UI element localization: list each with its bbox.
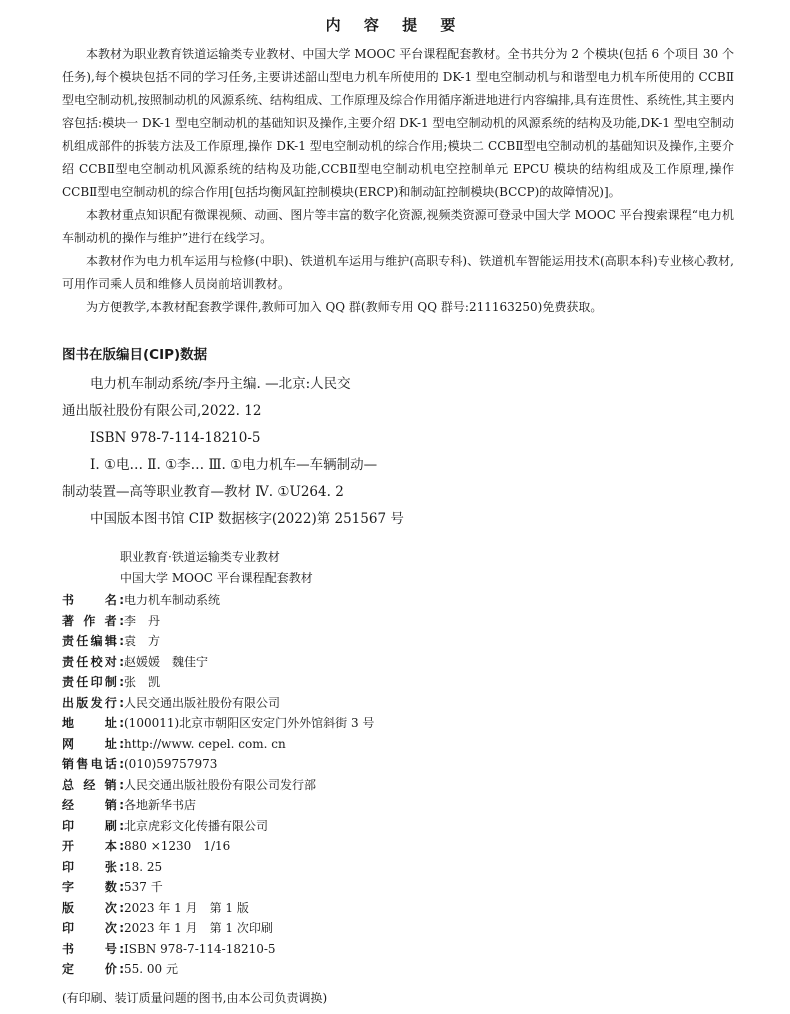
- colophon-label: 印 次:: [62, 921, 124, 935]
- colophon-label: 印 张:: [62, 859, 124, 874]
- colophon-row: [62, 959, 662, 980]
- colophon-label: 责任校对:: [62, 654, 124, 669]
- colophon-value: 电力机车制动系统: [124, 593, 221, 607]
- colophon-row: [62, 795, 662, 816]
- colophon-label: 经 销:: [62, 798, 124, 812]
- colophon-row: [62, 836, 662, 857]
- colophon-row: [62, 590, 662, 611]
- colophon-value: 各地新华书店: [124, 798, 197, 812]
- colophon-value: ISBN 978-7-114-18210-5: [124, 941, 276, 956]
- colophon-value: 北京虎彩文化传播有限公司: [124, 818, 269, 833]
- summary-paragraph: 本教材为职业教育铁道运输类专业教材、中国大学 MOOC 平台课程配套教材。全书共分为 2 个模块(包括 6 个项目 30 个任务),每个模块包括不同的学习任务,主要讲述韶山型电力机车所使用的 DK-1 型电空制动机与和谐型电力机车所使用的 CCBⅡ型电空制动机,按照制动机的风源系统、结构组成、工作原理及综合作用循序渐进地进行内容编排,具有连贯性、系统性,其主要内容包括:模块一 DK-1 型电空制动机的基础知识及操作,主要介绍 DK-1 型电空制动机的风源系统的结构及功能,DK-1 型电空制动机组成部件的拆装方法及工作原理,操作 DK-1 型电空制动机的综合作用;模块二 CCBⅡ型电空制动机的基础知识及操作,主要介绍 CCBⅡ型电空制动机风源系统的结构及功能,CCBⅡ型电空制动机电空控制单元 EPCU 模块的结构组成及工作原理,操作 CCBⅡ型电空制动机的综合作用[包括均衡风缸控制模块(ERCP)和制动缸控制模块(BCCP)的故障情况)]。: [62, 47, 734, 199]
- colophon-row: [62, 611, 662, 632]
- colophon-label: 责任印制:: [62, 675, 124, 689]
- summary-paragraph: 本教材作为电力机车运用与检修(中职)、铁道机车运用与维护(高职专科)、铁道机车智能运用技术(高职本科)专业核心教材,可用作司乘人员和维修人员岗前培训教材。: [62, 254, 734, 291]
- series-line: 中国大学 MOOC 平台课程配套教材: [120, 570, 313, 585]
- colophon-row: [62, 693, 662, 714]
- colophon-row: [62, 939, 662, 960]
- colophon-list: [62, 590, 662, 980]
- colophon-value: 人民交通出版社股份有限公司: [124, 695, 281, 710]
- colophon-value: 537 千: [124, 880, 163, 894]
- colophon-value: 2023 年 1 月 第 1 次印刷: [124, 921, 273, 935]
- series-block: [120, 547, 313, 588]
- colophon-row: [62, 754, 662, 775]
- colophon-label: 销售电话:: [62, 757, 124, 771]
- colophon-label: 开 本:: [62, 839, 124, 853]
- summary-paragraph: 为方便教学,本教材配套教学课件,教师可加入 QQ 群(教师专用 QQ 群号:211163250)免费获取。: [86, 300, 603, 314]
- colophon-label: 地 址:: [62, 716, 124, 730]
- colophon-value: 18. 25: [124, 859, 163, 874]
- colophon-label: 版 次:: [62, 900, 124, 915]
- series-line: 职业教育·铁道运输类专业教材: [120, 550, 280, 564]
- colophon-row: [62, 857, 662, 878]
- cip-block: [62, 371, 482, 533]
- colophon-label: 字 数:: [62, 880, 124, 894]
- colophon-value: 赵媛媛 魏佳宁: [124, 654, 209, 669]
- colophon-label: 总 经 销:: [62, 777, 124, 792]
- cip-isbn: ISBN 978-7-114-18210-5: [90, 430, 261, 446]
- colophon-value: 李 丹: [124, 613, 161, 628]
- colophon-value: 880 ×1230 1/16: [124, 839, 231, 853]
- cip-line: 通出版社股份有限公司,2022. 12: [62, 403, 262, 419]
- cip-number: 中国版本图书馆 CIP 数据核字(2022)第 251567 号: [90, 511, 404, 527]
- colophon-value: 袁 方: [124, 634, 161, 648]
- colophon-label: 责任编辑:: [62, 634, 124, 648]
- colophon-row: [62, 631, 662, 652]
- colophon-value: (010)59757973: [124, 757, 218, 771]
- cip-heading: 图书在版编目(CIP)数据: [62, 347, 208, 363]
- colophon-value: http://www. cepel. com. cn: [124, 736, 286, 751]
- colophon-label: 书 名:: [62, 593, 124, 607]
- colophon-row: [62, 734, 662, 755]
- colophon-value: 55. 00 元: [124, 962, 178, 976]
- colophon-row: [62, 672, 662, 693]
- footnote: (有印刷、装订质量问题的图书,由本公司负责调换): [62, 991, 328, 1005]
- colophon-row: [62, 816, 662, 837]
- page-title: 内 容 提 要: [325, 16, 465, 34]
- colophon-row: [62, 652, 662, 673]
- colophon-row: [62, 918, 662, 939]
- colophon-value: 张 凯: [124, 675, 161, 689]
- cip-line: 制动装置—高等职业教育—教材 Ⅳ. ①U264. 2: [62, 484, 344, 500]
- colophon-label: 出版发行:: [62, 695, 124, 710]
- colophon-row: [62, 775, 662, 796]
- summary-section: [62, 43, 734, 319]
- colophon-value: (100011)北京市朝阳区安定门外外馆斜街 3 号: [124, 716, 375, 730]
- colophon-row: [62, 877, 662, 898]
- colophon-value: 2023 年 1 月 第 1 版: [124, 900, 249, 915]
- colophon-label: 定 价:: [62, 962, 124, 976]
- colophon-value: 人民交通出版社股份有限公司发行部: [124, 777, 317, 792]
- colophon-label: 印 刷:: [62, 818, 124, 833]
- summary-paragraph: 本教材重点知识配有微课视频、动画、图片等丰富的数字化资源,视频类资源可登录中国大学 MOOC 平台搜索课程“电力机车制动机的操作与维护”进行在线学习。: [62, 208, 734, 245]
- colophon-label: 书 号:: [62, 941, 124, 956]
- colophon-label: 网 址:: [62, 736, 124, 751]
- cip-line: 电力机车制动系统/李丹主编. —北京:人民交: [90, 376, 351, 392]
- colophon-row: [62, 713, 662, 734]
- colophon-row: [62, 898, 662, 919]
- cip-line: Ⅰ. ①电… Ⅱ. ①李… Ⅲ. ①电力机车—车辆制动—: [90, 457, 378, 473]
- colophon-label: 著 作 者:: [62, 613, 124, 628]
